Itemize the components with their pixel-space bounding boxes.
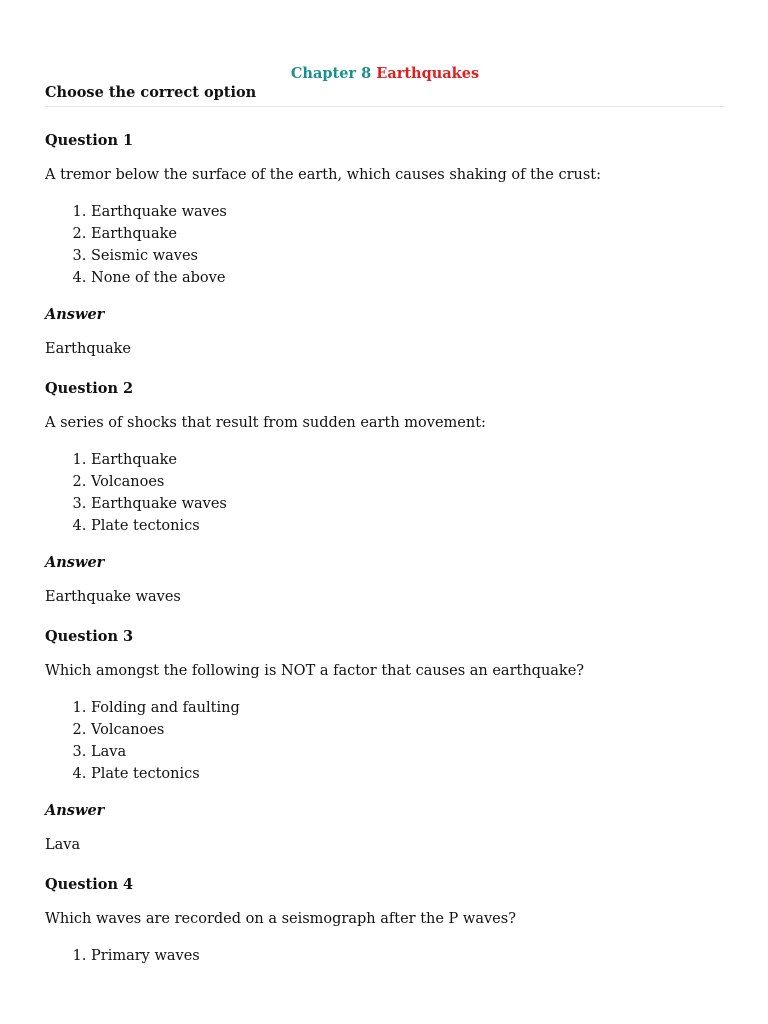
answer-text: Earthquake xyxy=(45,341,131,357)
option-item: 4. None of the above xyxy=(91,267,725,289)
answer-label: Answer xyxy=(45,802,105,819)
divider xyxy=(45,106,725,107)
answer-text: Earthquake waves xyxy=(45,589,181,605)
option-item: 3. Seismic waves xyxy=(91,245,725,267)
question-text: Which waves are recorded on a seismograph after the P waves? xyxy=(45,911,516,927)
answer-text: Lava xyxy=(45,837,81,853)
question-heading: Question 4 xyxy=(45,876,134,893)
chapter-title xyxy=(45,64,725,84)
question-heading: Question 2 xyxy=(45,380,134,397)
question-heading: Question 3 xyxy=(45,628,134,645)
option-item: 1. Earthquake waves xyxy=(91,201,725,223)
option-item: 4. Plate tectonics xyxy=(91,515,725,537)
option-item: 1. Earthquake xyxy=(91,449,725,471)
question-block-1 xyxy=(45,131,725,359)
option-item: 2. Volcanoes xyxy=(91,719,725,741)
option-item: 4. Plate tectonics xyxy=(91,763,725,785)
option-list xyxy=(45,697,725,785)
question-heading: Question 1 xyxy=(45,132,134,149)
question-text: A tremor below the surface of the earth, which causes shaking of the crust: xyxy=(45,167,601,183)
chapter-label: Chapter 8 xyxy=(290,65,372,82)
answer-label: Answer xyxy=(45,306,105,323)
question-block-4 xyxy=(45,875,725,967)
option-item: 1. Folding and faulting xyxy=(91,697,725,719)
option-list xyxy=(45,449,725,537)
option-item: 3. Lava xyxy=(91,741,725,763)
option-item: 3. Earthquake waves xyxy=(91,493,725,515)
option-list xyxy=(45,201,725,289)
question-text: A series of shocks that result from sudden earth movement: xyxy=(45,415,486,431)
option-item: 1. Primary waves xyxy=(91,945,725,967)
question-block-2 xyxy=(45,379,725,607)
answer-label: Answer xyxy=(45,554,105,571)
option-item: 2. Volcanoes xyxy=(91,471,725,493)
option-list xyxy=(45,945,725,967)
question-text: Which amongst the following is NOT a factor that causes an earthquake? xyxy=(45,663,585,679)
instruction-heading: Choose the correct option xyxy=(45,84,257,101)
chapter-name: Earthquakes xyxy=(376,65,480,82)
option-item: 2. Earthquake xyxy=(91,223,725,245)
question-block-3 xyxy=(45,627,725,855)
